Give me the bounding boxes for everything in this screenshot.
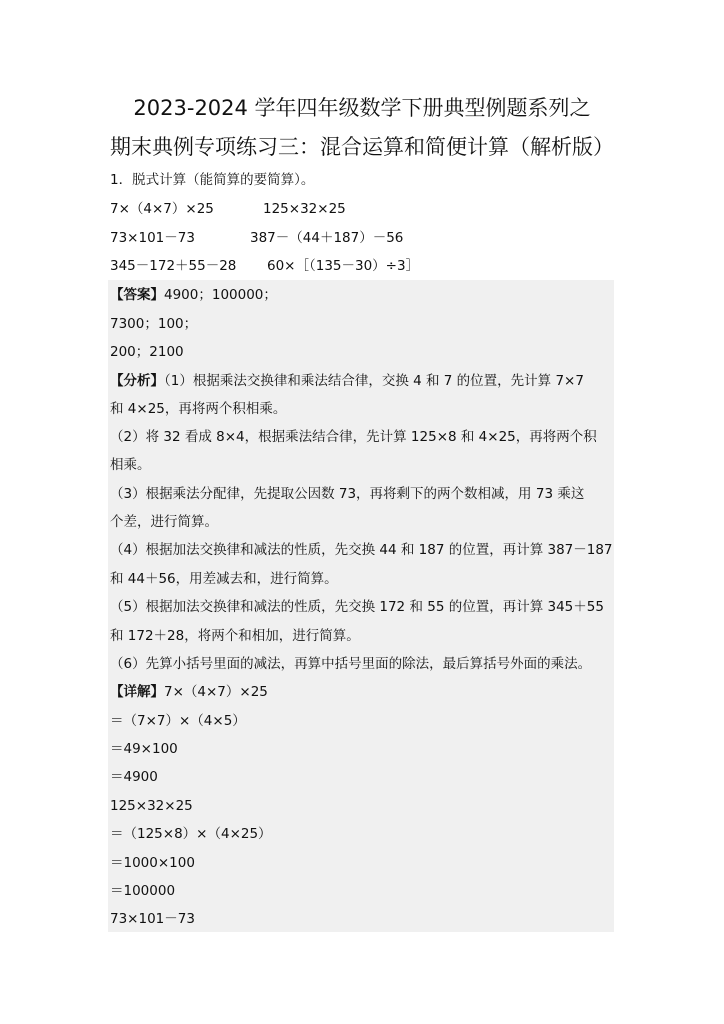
- detail-tag: 【详解】: [110, 684, 164, 700]
- detail-step-5: ＝（125×8）×（4×25）: [110, 826, 272, 842]
- analysis-tag: 【分析】: [110, 373, 164, 389]
- answer-line-3: 200；2100: [110, 344, 184, 360]
- detail-step-6: ＝1000×100: [110, 855, 195, 871]
- analysis-line-5a: （5）根据加法交换律和减法的性质，先交换 172 和 55 的位置，再计算 345＋55: [110, 599, 604, 615]
- analysis-line-5b: 和 172＋28，将两个和相加，进行简算。: [110, 628, 360, 644]
- detail-step-3: ＝4900: [110, 769, 158, 785]
- question-item-3: 73×101－73: [110, 230, 195, 246]
- detail-line-1: [110, 683, 268, 701]
- question-item-2: 125×32×25: [263, 201, 346, 217]
- analysis-line-1: [110, 372, 584, 390]
- detail-first-expression: 7×（4×7）×25: [164, 684, 268, 700]
- detail-step-2: ＝49×100: [110, 741, 178, 757]
- document-title-line-2: 期末典例专项练习三：混合运算和简便计算（解析版）: [110, 135, 614, 159]
- detail-step-7: ＝100000: [110, 883, 176, 899]
- analysis-line-3a: （3）根据乘法分配律，先提取公因数 73，再将剩下的两个数相减，用 73 乘这: [110, 486, 585, 502]
- analysis-line-2a: （2）将 32 看成 8×4，根据乘法结合律，先计算 125×8 和 4×25，再将两个积: [110, 429, 597, 445]
- answer-tag: 【答案】: [110, 287, 164, 303]
- analysis-line-4a: （4）根据加法交换律和减法的性质，先交换 44 和 187 的位置，再计算 387－187: [110, 542, 613, 558]
- analysis-text-1a: （1）根据乘法交换律和乘法结合律，交换 4 和 7 的位置，先计算 7×7: [164, 373, 584, 389]
- question-item-1: 7×（4×7）×25: [110, 201, 214, 217]
- question-row-3: [110, 257, 420, 275]
- analysis-line-1b: 和 4×25，再将两个积相乘。: [110, 401, 287, 417]
- detail-step-8: 73×101－73: [110, 911, 195, 927]
- answer-line-2: 7300；100；: [110, 316, 198, 332]
- question-item-4: 387－（44＋187）－56: [250, 230, 404, 246]
- analysis-line-2b: 相乘。: [110, 457, 151, 473]
- document-title-line-1: 2023-2024 学年四年级数学下册典型例题系列之: [133, 96, 591, 120]
- detail-step-1: ＝（7×7）×（4×5）: [110, 713, 246, 729]
- answer-values-1: 4900；100000；: [164, 287, 277, 303]
- analysis-line-6: （6）先算小括号里面的减法，再算中括号里面的除法，最后算括号外面的乘法。: [110, 656, 592, 672]
- analysis-line-4b: 和 44＋56，用差减去和，进行简算。: [110, 571, 338, 587]
- detail-step-4: 125×32×25: [110, 798, 193, 814]
- answer-line-1: [110, 286, 277, 304]
- question-item-5: 345－172＋55－28: [110, 258, 237, 274]
- question-row-2: [110, 229, 404, 247]
- question-item-6: 60×［（135－30）÷3］: [267, 258, 420, 274]
- question-stem: 1．脱式计算（能简算的要简算）。: [110, 172, 315, 188]
- analysis-line-3b: 个差，进行简算。: [110, 514, 218, 530]
- question-row-1: [110, 200, 346, 218]
